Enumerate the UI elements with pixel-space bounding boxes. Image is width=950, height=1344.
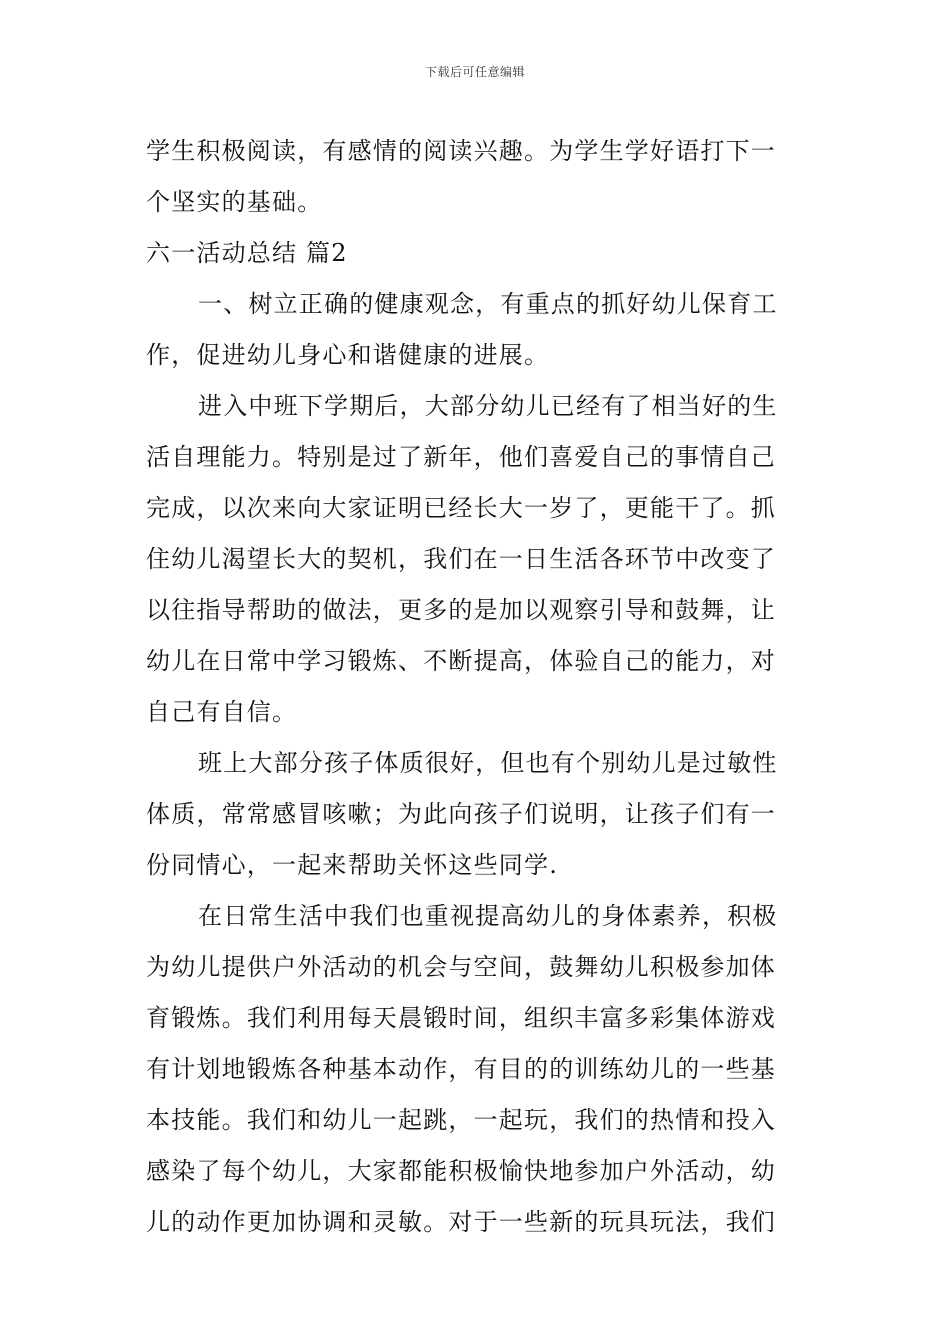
text-line: 有计划地锻炼各种基本动作，有目的的训练幼儿的一些基 [146,1055,776,1083]
text-line: 份同情心，一起来帮助关怀这些同学. [146,851,559,879]
text-line: 体质，常常感冒咳嗽；为此向孩子们说明，让孩子们有一 [146,800,776,828]
text-line: 为幼儿提供户外活动的机会与空间，鼓舞幼儿积极参加体 [146,953,776,981]
text-line: 育锻炼。我们利用每天晨锻时间，组织丰富多彩集体游戏 [146,1004,776,1032]
text-line: 感染了每个幼儿，大家都能积极愉快地参加户外活动，幼 [146,1157,776,1185]
text-line: 幼儿在日常中学习锻炼、不断提高，体验自己的能力，对 [146,647,776,675]
text-line: 活自理能力。特别是过了新年，他们喜爱自己的事情自己 [146,443,776,471]
document-body [146,126,806,1248]
text-line: 本技能。我们和幼儿一起跳，一起玩，我们的热情和投入 [146,1106,776,1134]
text-line: 进入中班下学期后，大部分幼儿已经有了相当好的生 [198,392,778,420]
text-line: 儿的动作更加协调和灵敏。对于一些新的玩具玩法，我们 [146,1208,776,1236]
text-line: 个坚实的基础。 [146,188,323,216]
text-line: 作，促进幼儿身心和谐健康的进展。 [146,341,550,369]
text-line: 以往指导帮助的做法，更多的是加以观察引导和鼓舞，让 [146,596,776,624]
text-line: 完成，以次来向大家证明已经长大一岁了，更能干了。抓 [146,494,776,522]
text-line: 学生积极阅读，有感情的阅读兴趣。为学生学好语打下一 [146,137,776,165]
text-line: 住幼儿渴望长大的契机，我们在一日生活各环节中改变了 [146,545,776,573]
header-note: 下载后可任意编辑 [424,65,525,79]
text-line: 一、树立正确的健康观念，有重点的抓好幼儿保育工 [198,290,778,318]
text-line: 班上大部分孩子体质很好，但也有个别幼儿是过敏性 [198,749,778,777]
text-line: 自己有自信。 [146,698,298,726]
text-line: 在日常生活中我们也重视提高幼儿的身体素养，积极 [198,902,778,930]
section-heading: 六一活动总结 篇2 [146,239,348,267]
